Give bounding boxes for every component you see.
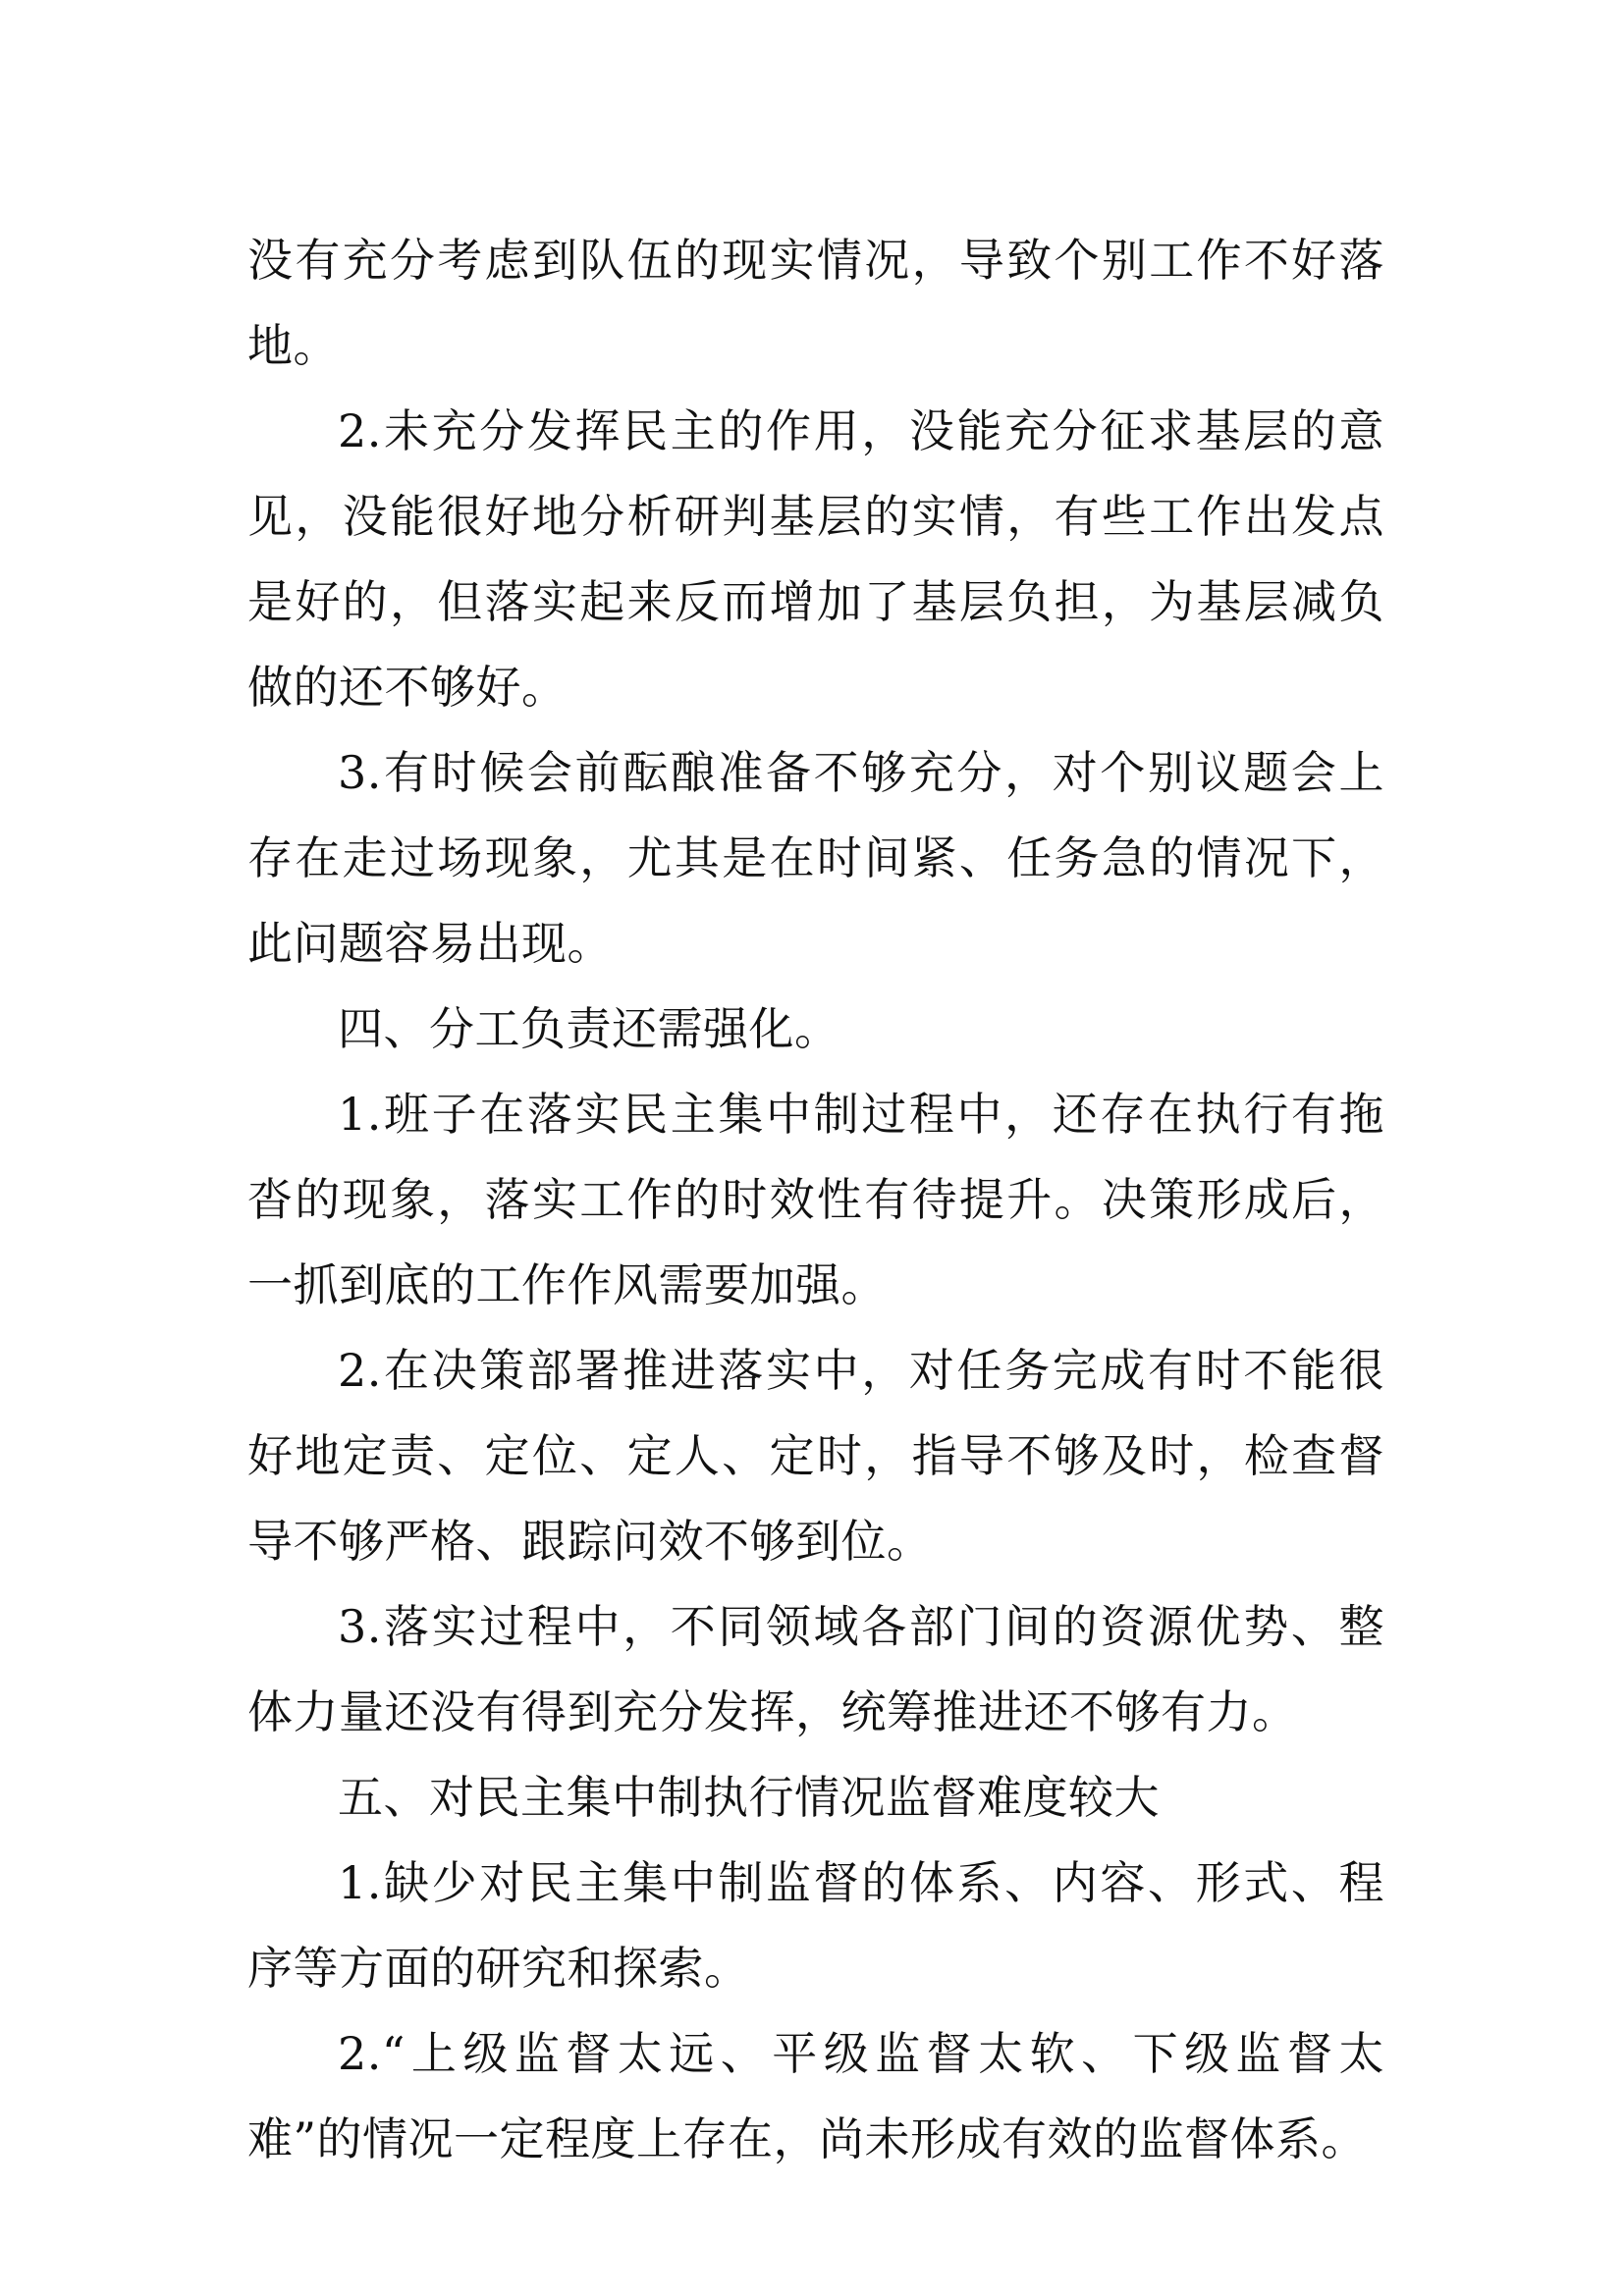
- paragraph-item-5-2: 2.“上级监督太远、平级监督太软、下级监督太难”的情况一定程度上存在，尚未形成有效的监督体系。: [247, 2027, 1384, 2165]
- paragraph-item-5-1: 1.缺少对民主集中制监督的体系、内容、形式、程序等方面的研究和探索。: [247, 1856, 1384, 1995]
- paragraph-item-3-2: 2.未充分发挥民主的作用，没能充分征求基层的意见，没能很好地分析研判基层的实情，有些工作出发点是好的，但落实起来反而增加了基层负担，为基层减负做的还不够好。: [247, 404, 1384, 714]
- paragraph-item-4-1: 1.班子在落实民主集中制过程中，还存在执行有拖沓的现象，落实工作的时效性有待提升。决策形成后，一抓到底的工作作风需要加强。: [247, 1088, 1384, 1311]
- section-heading-5: 五、对民主集中制执行情况监督难度较大: [338, 1771, 1160, 1824]
- paragraph-item-3-3: 3.有时候会前酝酿准备不够充分，对个别议题会上存在走过场现象，尤其是在时间紧、任务急的情况下，此问题容易出现。: [247, 746, 1384, 970]
- document-body: [247, 218, 1384, 2182]
- section-heading-4: 四、分工负责还需强化。: [338, 1002, 840, 1055]
- paragraph-item-4-3: 3.落实过程中，不同领域各部门间的资源优势、整体力量还没有得到充分发挥，统筹推进还不够有力。: [247, 1600, 1384, 1738]
- paragraph-continuation: 没有充分考虑到队伍的现实情况，导致个别工作不好落地。: [247, 234, 1384, 372]
- paragraph-item-4-2: 2.在决策部署推进落实中，对任务完成有时不能很好地定责、定位、定人、定时，指导不够及时，检查督导不够严格、跟踪问效不够到位。: [247, 1344, 1384, 1568]
